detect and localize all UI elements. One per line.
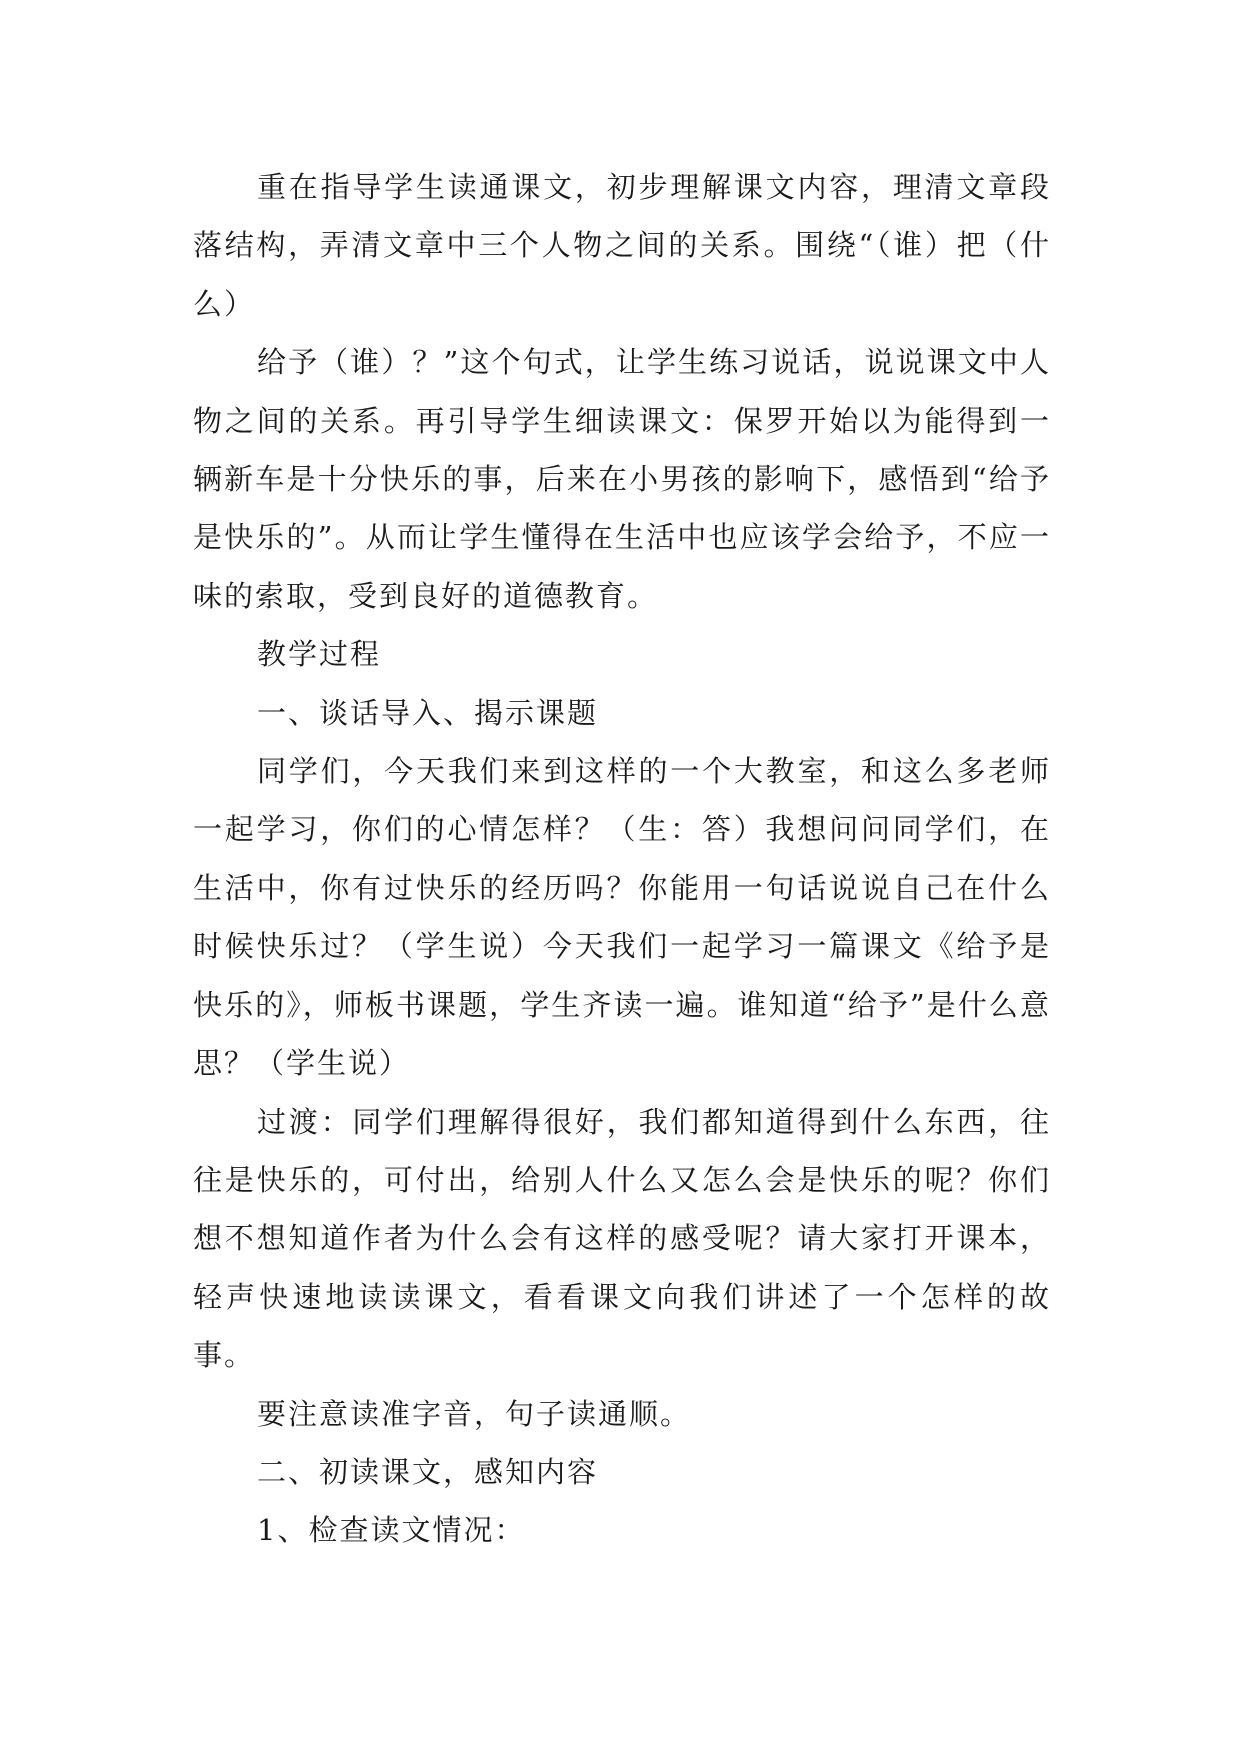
- list-item-check-reading: 1、检查读文情况：: [257, 1513, 526, 1548]
- paragraph-opening-talk: 同学们，今天我们来到这样的一个大教室，和这么多老师一起学习，你们的心情怎样？（生：答）我想问问同学们，在生活中，你有过快乐的经历吗？你能用一句话说说自己在什么时候快乐过？（学生说）今天我们一起学习一篇课文《给予是快乐的》，师板书课题，学生齐读一遍。谁知道“给予”是什么意思？（学生说）: [193, 754, 1051, 1081]
- paragraph-intro-goals: 重在指导学生读通课文，初步理解课文内容，理清文章段落结构，弄清文章中三个人物之间的关系。围绕“（谁）把（什么）: [193, 170, 1051, 321]
- paragraph-transition: 过渡：同学们理解得很好，我们都知道得到什么东西，往往是快乐的，可付出，给别人什么又怎么会是快乐的呢？你们想不想知道作者为什么会有这样的感受呢？请大家打开课本，轻声快速地读读课文，看看课文向我们讲述了一个怎样的故事。: [193, 1104, 1051, 1373]
- heading-section-one: 一、谈话导入、揭示课题: [257, 695, 599, 730]
- heading-section-two: 二、初读课文，感知内容: [257, 1454, 599, 1489]
- paragraph-reading-note: 要注意读准字音，句子读通顺。: [257, 1396, 692, 1431]
- document-body: [193, 158, 1051, 1560]
- paragraph-sentence-pattern: 给予（谁）？”这个句式，让学生练习说话，说说课文中人物之间的关系。再引导学生细读课文：保罗开始以为能得到一辆新车是十分快乐的事，后来在小男孩的影响下，感悟到“给予是快乐的”。从而让学生懂得在生活中也应该学会给予，不应一味的索取，受到良好的道德教育。: [193, 345, 1051, 613]
- heading-teaching-process: 教学过程: [257, 637, 382, 672]
